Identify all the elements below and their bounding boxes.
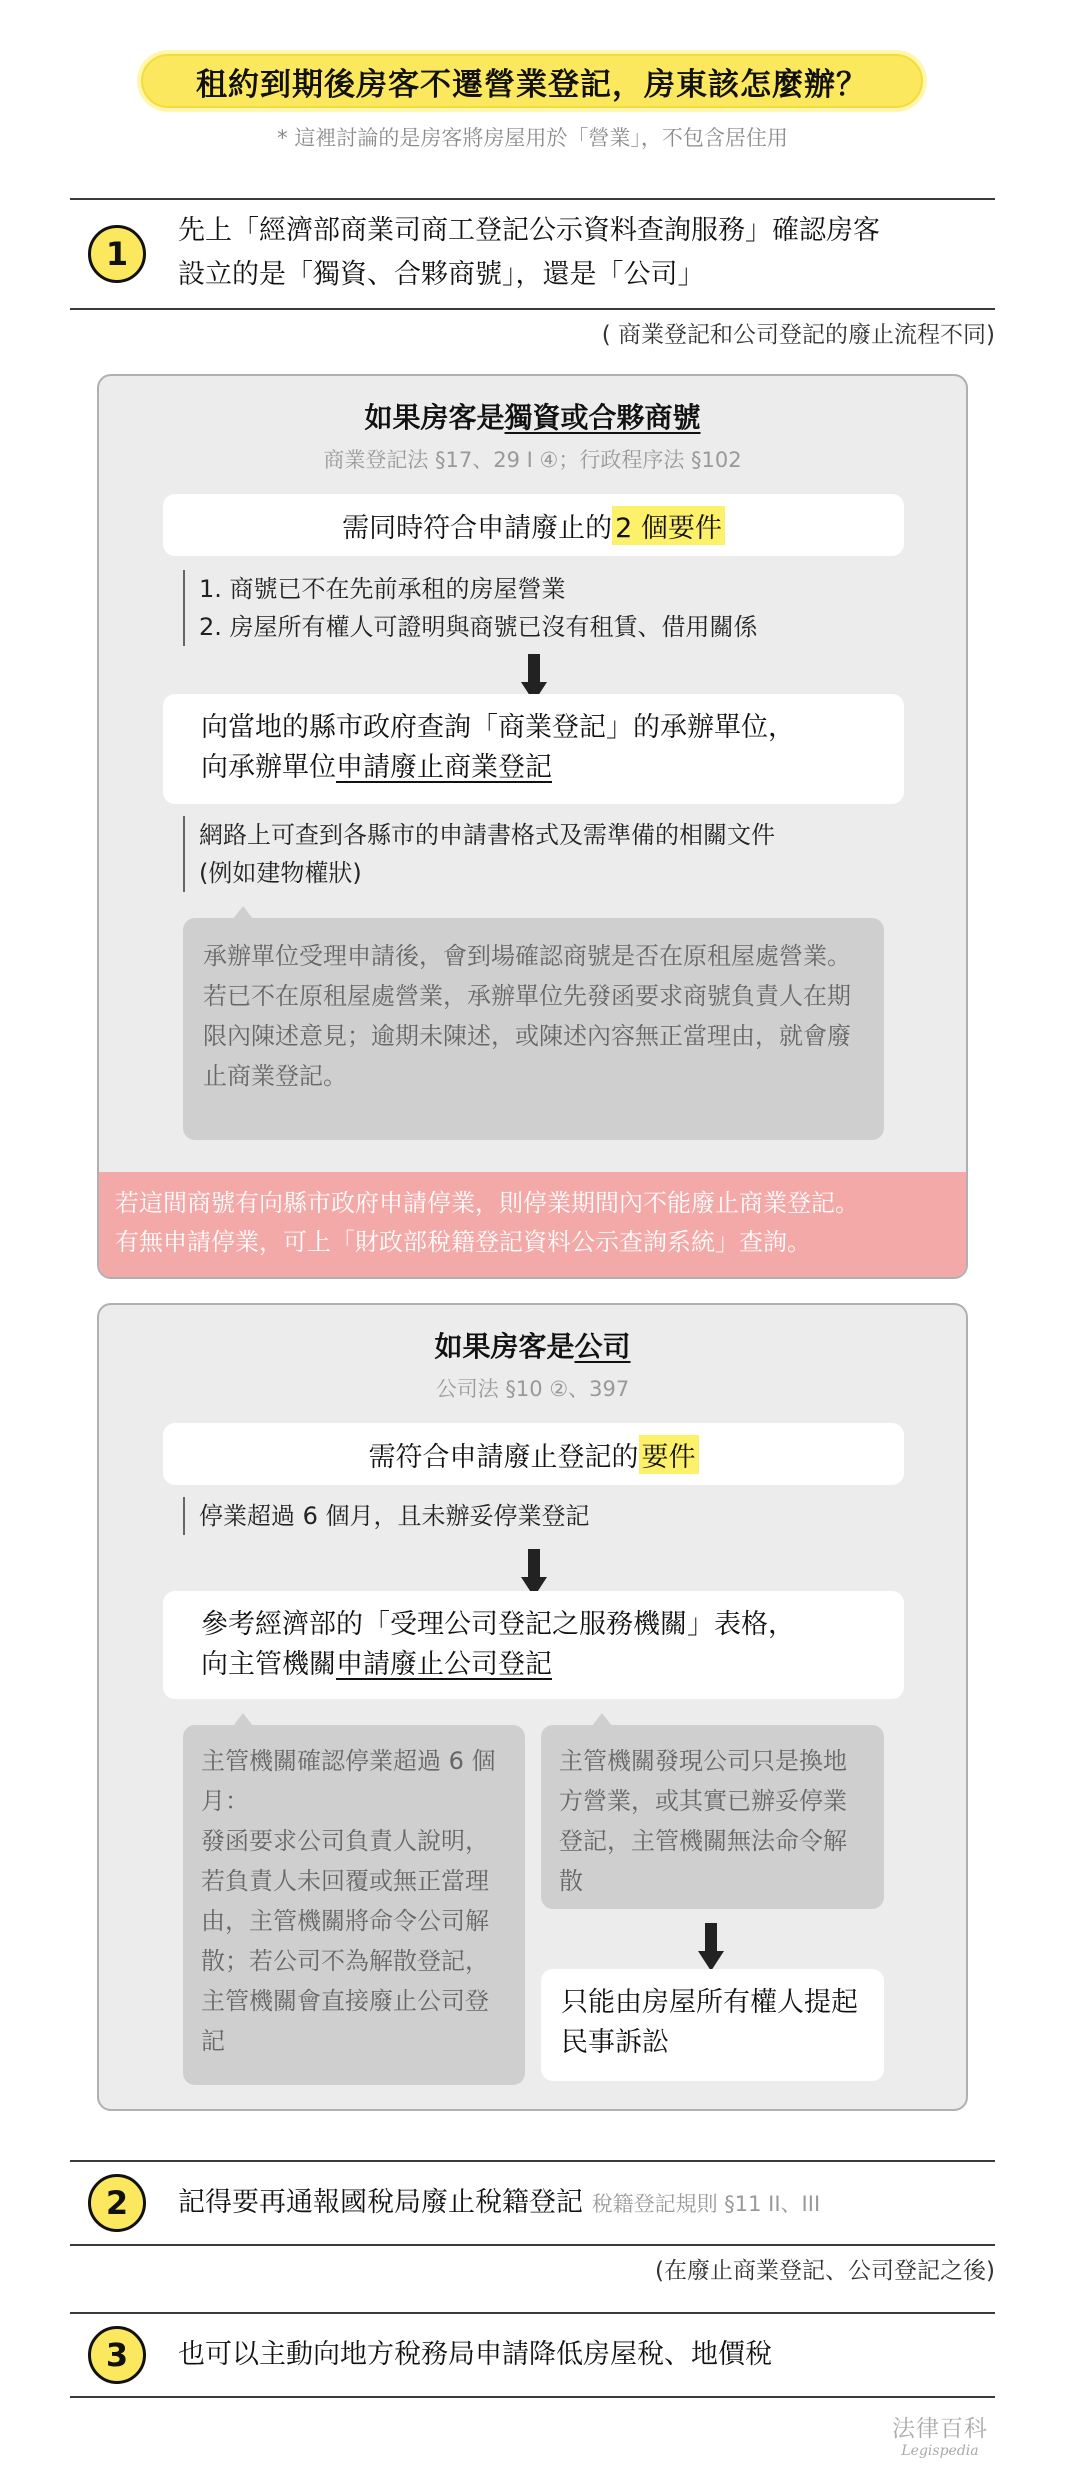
civil-suit-text: 只能由房屋所有權人提起民事訴訟 [561,1987,858,2058]
process-note-p1: 承辦單位受理申請後，會到場確認商號是否在原租屋處營業。 [203,942,851,970]
requirement-item: 2. 房屋所有權人可證明與商號已沒有租賃、借用關係 [199,613,758,641]
divider [70,2160,995,2162]
down-arrow-icon [698,1923,724,1971]
civil-suit-box [541,1969,884,2081]
law-reference: 公司法 §10 ②、397 [435,1377,630,1401]
panel-title-emphasis: 獨資或合夥商號 [504,401,701,434]
action-emphasis: 申請廢止商業登記 [336,752,552,783]
relocation-note [541,1725,884,1909]
page-title: 租約到期後房客不遷營業登記，房東該怎麼辦？ [137,50,927,112]
panel-title [99,396,966,436]
step-number: 3 [105,2336,129,2374]
action-line-2: 向主管機關 [201,1649,336,1680]
legispedia-logo [880,2410,1000,2459]
logo-text-en: Legispedia [901,2443,979,2459]
law-reference: 商業登記法 §17、29 I ④；行政程序法 §102 [323,448,742,472]
action-line-1: 參考經濟部的「受理公司登記之服務機關」表格， [201,1609,795,1640]
action-box [163,694,904,804]
warning-line-2: 有無申請停業，可上「財政部稅籍登記資料公示查詢系統」查詢。 [115,1228,811,1256]
action-line-2: 向承辦單位 [201,752,336,783]
panel-title [99,1325,966,1365]
relocation-note-text: 主管機關發現公司只是換地方營業，或其實已辦妥停業登記，主管機關無法命令解散 [559,1747,847,1895]
step-2-note: (在廢止商業登記、公司登記之後) [655,2258,995,2284]
sole-proprietorship-panel [97,374,968,1279]
dissolution-note-p2: 發函要求公司負責人說明，若負責人未回覆或無正當理由，主管機關將命令公司解散；若公司不為解散登記，主管機關會直接廢止公司登記 [201,1827,489,2055]
divider [70,308,995,310]
step-2-main: 記得要再通報國稅局廢止稅籍登記 [178,2187,583,2218]
scope-note: * 這裡討論的是房客將房屋用於「營業」，不包含居住用 [277,126,788,150]
requirement-list [183,1497,903,1535]
divider [70,198,995,200]
step-1-line-1: 先上「經濟部商業司商工登記公示資料查詢服務」確認房客 [178,215,880,246]
action-line-1: 向當地的縣市政府查詢「商業登記」的承辦單位， [201,712,795,743]
action-emphasis: 申請廢止公司登記 [336,1649,552,1680]
requirement-item: 停業超過 6 個月，且未辦妥停業登記 [199,1502,590,1530]
step-1-note: ( 商業登記和公司登記的廢止流程不同) [601,322,995,348]
requirement-item: 1. 商號已不在先前承租的房屋營業 [199,575,566,603]
suspension-warning [99,1172,966,1279]
dissolution-note-p1: 主管機關確認停業超過 6 個月： [201,1747,496,1815]
logo-text-zh: 法律百科 [892,2416,988,2442]
process-note-p2: 若已不在原租屋處營業，承辦單位先發函要求商號負責人在期限內陳述意見；逾期未陳述，或陳述內容無正當理由，就會廢止商業登記。 [203,982,851,1090]
divider [70,2244,995,2246]
step-1-badge [88,225,146,283]
requirement-list [183,570,903,646]
law-reference: 稅籍登記規則 §11 II、III [591,2192,821,2216]
online-info-line-1: 網路上可查到各縣市的申請書格式及需準備的相關文件 [199,821,775,849]
step-number: 2 [105,2184,129,2222]
down-arrow-icon [521,1549,547,1597]
step-number: 1 [105,235,129,273]
step-1-line-2: 設立的是「獨資、合夥商號」，還是「公司」 [178,259,705,290]
panel-title-emphasis: 公司 [574,1330,631,1363]
online-info-line-2: (例如建物權狀) [199,859,362,887]
step-2-badge [88,2174,146,2232]
requirement-box [163,1423,904,1485]
divider [70,2312,995,2314]
step-3-badge [88,2326,146,2384]
requirement-box [163,494,904,556]
divider [70,2396,995,2398]
step-2-text [178,2181,978,2226]
company-panel [97,1303,968,2111]
action-box [163,1591,904,1699]
step-3-text: 也可以主動向地方稅務局申請降低房屋稅、地價稅 [178,2339,772,2370]
step-1-text [178,209,978,297]
requirement-text: 需同時符合申請廢止的 [342,512,613,544]
requirement-highlight: 要件 [639,1435,699,1474]
requirement-text: 需符合申請廢止登記的 [368,1441,639,1473]
dissolution-note [183,1725,525,2085]
requirement-highlight: 2 個要件 [612,506,725,545]
panel-title-prefix: 如果房客是 [434,1330,575,1363]
online-info [183,816,903,892]
warning-line-1: 若這間商號有向縣市政府申請停業，則停業期間內不能廢止商業登記。 [115,1189,859,1217]
process-note [183,918,884,1140]
panel-title-prefix: 如果房客是 [364,401,505,434]
